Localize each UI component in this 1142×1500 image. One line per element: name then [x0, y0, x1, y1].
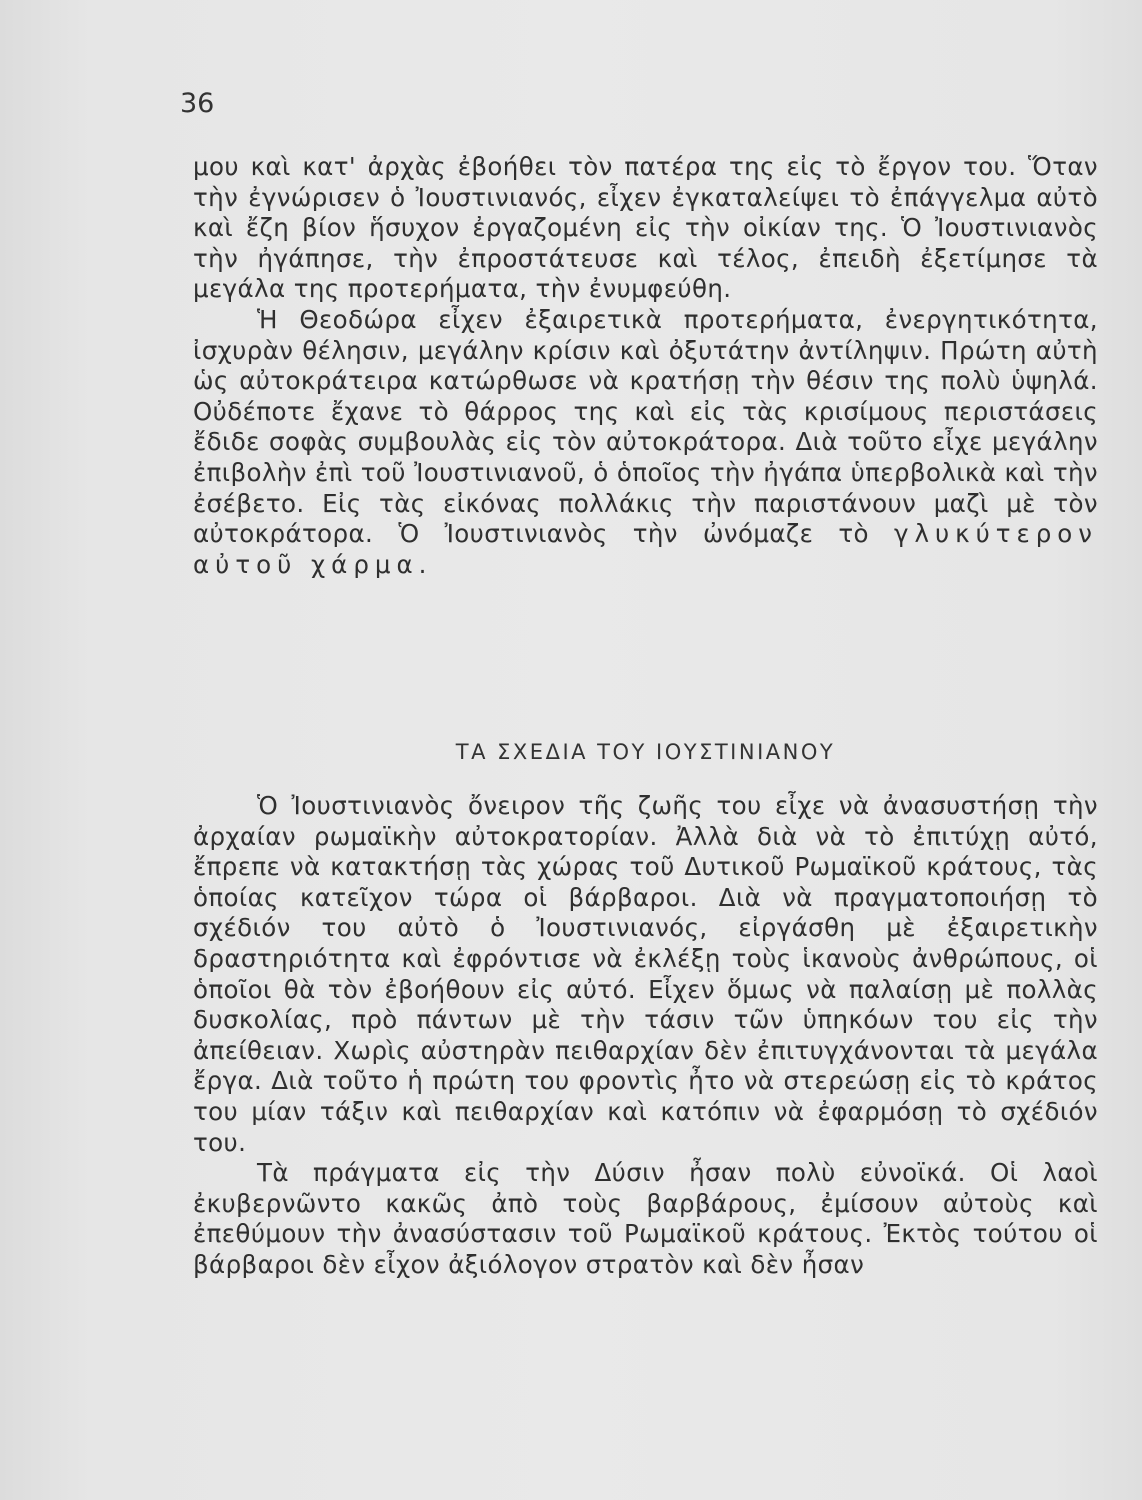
section-heading: ΤΑ ΣΧΕΔΙΑ ΤΟΥ ΙΟΥΣΤΙΝΙΑΝΟΥ [455, 740, 836, 764]
emphasized-quote: γλυκύτερον αὐτοῦ χάρμα. [193, 519, 1098, 579]
paragraph-text: Ἡ Θεοδώρα εἶχεν ἐξαιρετικὰ προτερήματα, ἐνεργητικότητα, ἰσχυρὰν θέλησιν, μεγάλην κρίσιν καὶ ὀξυτάτην ἀντίληψιν. Πρώτη αὐτὴ ὡς αὐτοκράτειρα κατώρθωσε νὰ κρατήσῃ τὴν θέσιν της πολὺ ὑψηλά. Οὐδέποτε ἔχανε τὸ θάρρος της καὶ εἰς τὰς κρισίμους περιστάσεις ἔδιδε σοφὰς συμβουλὰς εἰς τὸν αὐτοκράτορα. Διὰ τοῦτο εἶχε μεγάλην ἐπιβολὴν ἐπὶ τοῦ Ἰουστινιανοῦ, ὁ ὁποῖος τὴν ἠγάπα ὑπερβολικὰ καὶ τὴν ἐσέβετο. Εἰς τὰς εἰκόνας πολλάκις τὴν παριστάνουν μαζὶ μὲ τὸν αὐτοκράτορα. Ὁ Ἰουστινιανὸς τὴν ὠνόμαζε τὸ [193, 304, 1098, 549]
section-2-text [193, 791, 1098, 1281]
page-number: 36 [180, 88, 215, 119]
paragraph [193, 305, 1098, 580]
section-1-text [193, 152, 1098, 580]
paragraph: μου καὶ κατ' ἀρχὰς ἐβοήθει τὸν πατέρα της εἰς τὸ ἔργον του. Ὅταν τὴν ἐγνώρισεν ὁ Ἰουστινιανός, εἶχεν ἐγκαταλείψει τὸ ἐπάγγελμα αὐτὸ καὶ ἔζη βίον ἥσυχον ἐργαζομένη εἰς τὴν οἰκίαν της. Ὁ Ἰουστινιανὸς τὴν ἠγάπησε, τὴν ἐπροστάτευσε καὶ τέλος, ἐπειδὴ ἐξετίμησε τὰ μεγάλα της προτερήματα, τὴν ἐνυμφεύθη. [193, 152, 1098, 304]
paragraph: Τὰ πράγματα εἰς τὴν Δύσιν ἦσαν πολὺ εὐνοϊκά. Οἱ λαοὶ ἐκυβερνῶντο κακῶς ἀπὸ τοὺς βαρβάρους, ἐμίσουν αὐτοὺς καὶ ἐπεθύμουν τὴν ἀνασύστασιν τοῦ Ρωμαϊκοῦ κράτους. Ἐκτὸς τούτου οἱ βάρβαροι δὲν εἶχον ἀξιόλογον στρατὸν καὶ δὲν ἦσαν [193, 1158, 1098, 1279]
paragraph: Ὁ Ἰουστινιανὸς ὄνειρον τῆς ζωῆς του εἶχε νὰ ἀνασυστήσῃ τὴν ἀρχαίαν ρωμαϊκὴν αὐτοκρατορίαν. Ἀλλὰ διὰ νὰ τὸ ἐπιτύχῃ αὐτό, ἔπρεπε νὰ κατακτήσῃ τὰς χώρας τοῦ Δυτικοῦ Ρωμαϊκοῦ κράτους, τὰς ὁποίας κατεῖχον τώρα οἱ βάρβαροι. Διὰ νὰ πραγματοποιήσῃ τὸ σχέδιόν του αὐτὸ ὁ Ἰουστινιανός, εἰργάσθη μὲ ἐξαιρετικὴν δραστηριότητα καὶ ἐφρόντισε νὰ ἐκλέξῃ τοὺς ἱκανοὺς ἀνθρώπους, οἱ ὁποῖοι θὰ τὸν ἐβοήθουν εἰς αὐτό. Εἶχεν ὅμως νὰ παλαίσῃ μὲ πολλὰς δυσκολίας, πρὸ πάντων μὲ τὴν τάσιν τῶν ὑπηκόων του εἰς τὴν ἀπείθειαν. Χωρὶς αὐστηρὰν πειθαρχίαν δὲν ἐπιτυγχάνονται τὰ μεγάλα ἔργα. Διὰ τοῦτο ἡ πρώτη του φροντὶς ἦτο νὰ στερεώσῃ εἰς τὸ κράτος του μίαν τάξιν καὶ πειθαρχίαν καὶ κατόπιν νὰ ἐφαρμόσῃ τὸ σχέδιόν του. [193, 791, 1098, 1157]
